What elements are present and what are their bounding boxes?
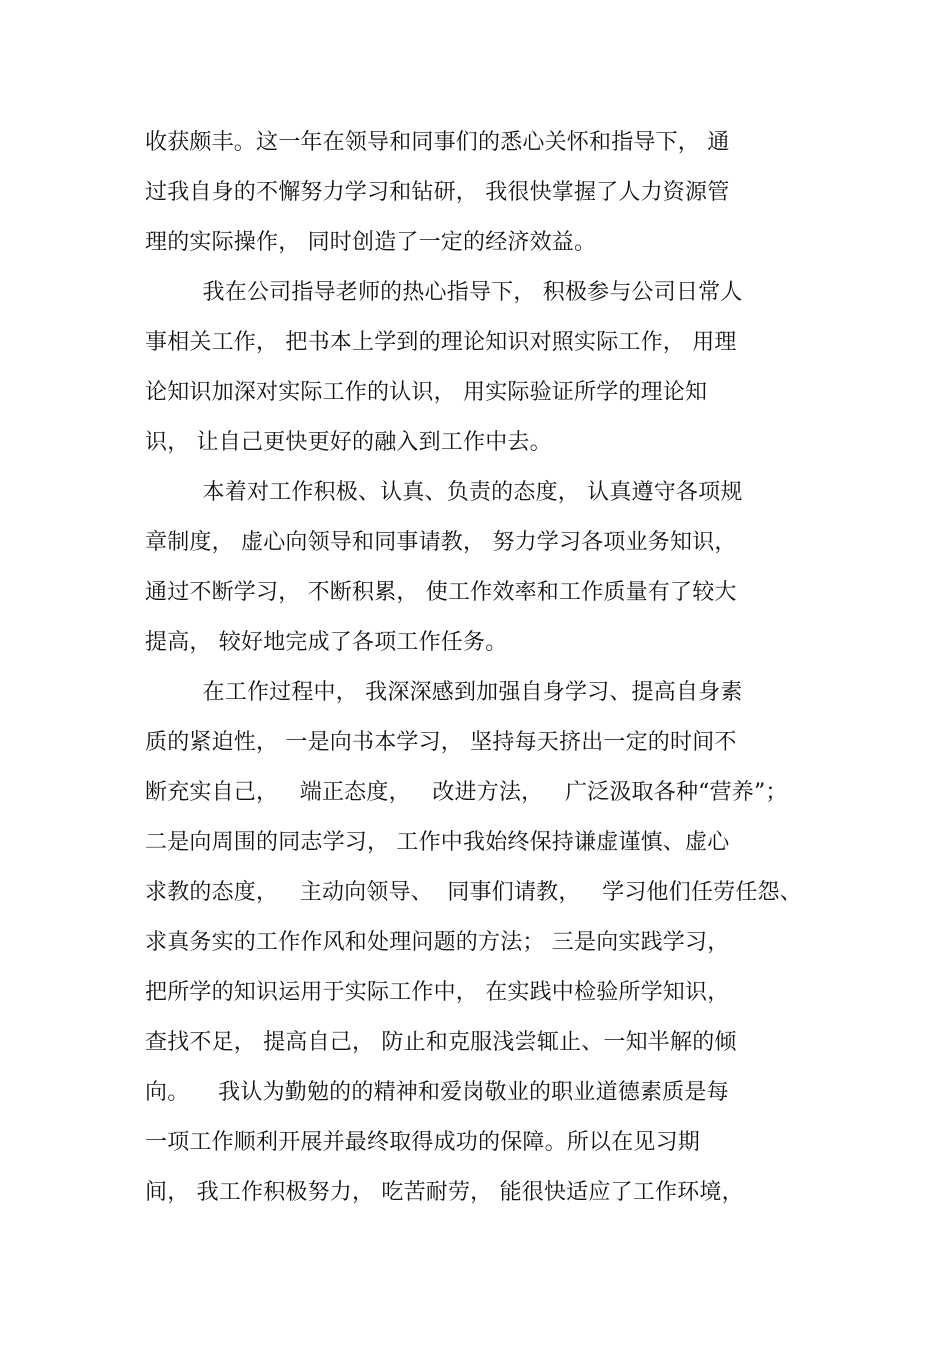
text-line: 向。 我认为勤勉的的精神和爱岗敬业的职业道德素质是每 bbox=[145, 1080, 729, 1105]
text-line: 理的实际操作， 同时创造了一定的经济效益。 bbox=[145, 230, 597, 255]
text-line: 断充实自己， 端正态度， 改进方法， 广泛汲取各种“营养”； bbox=[145, 780, 788, 805]
text-line: 识， 让自己更快更好的融入到工作中去。 bbox=[145, 430, 552, 455]
text-line: 提高， 较好地完成了各项工作任务。 bbox=[145, 630, 508, 655]
text-line: 事相关工作， 把书本上学到的理论知识对照实际工作， 用理 bbox=[145, 330, 737, 355]
text-line: 章制度， 虚心向领导和同事请教， 努力学习各项业务知识， bbox=[145, 530, 737, 555]
text-line: 收获颇丰。这一年在领导和同事们的悉心关怀和指导下， 通 bbox=[145, 130, 730, 155]
text-line: 质的紧迫性， 一是向书本学习， 坚持每天挤出一定的时间不 bbox=[145, 730, 737, 755]
text-line: 通过不断学习， 不断积累， 使工作效率和工作质量有了较大 bbox=[145, 580, 737, 605]
text-line: 过我自身的不懈努力学习和钻研， 我很快掌握了人力资源管 bbox=[145, 180, 730, 205]
text-line: 本着对工作积极、认真、负责的态度， 认真遵守各项规 bbox=[145, 480, 743, 505]
text-line: 一项工作顺利开展并最终取得成功的保障。所以在见习期 bbox=[145, 1130, 701, 1155]
text-line: 求真务实的工作作风和处理问题的方法； 三是向实践学习， bbox=[145, 930, 730, 955]
text-line: 论知识加深对实际工作的认识， 用实际验证所学的理论知 bbox=[145, 380, 708, 405]
text-line: 把所学的知识运用于实际工作中， 在实践中检验所学知识， bbox=[145, 980, 730, 1005]
text-line: 查找不足， 提高自己， 防止和克服浅尝辄止、一知半解的倾 bbox=[145, 1030, 737, 1055]
text-line: 我在公司指导老师的热心指导下， 积极参与公司日常人 bbox=[145, 280, 743, 305]
text-line: 二是向周围的同志学习， 工作中我始终保持谦虚谨慎、虚心 bbox=[145, 830, 730, 855]
text-line: 求教的态度， 主动向领导、 同事们请教， 学习他们任劳任怨、 bbox=[145, 880, 802, 905]
text-line: 在工作过程中， 我深深感到加强自身学习、提高自身素 bbox=[145, 680, 743, 705]
text-line: 间， 我工作积极努力， 吃苦耐劳， 能很快适应了工作环境， bbox=[145, 1180, 744, 1205]
